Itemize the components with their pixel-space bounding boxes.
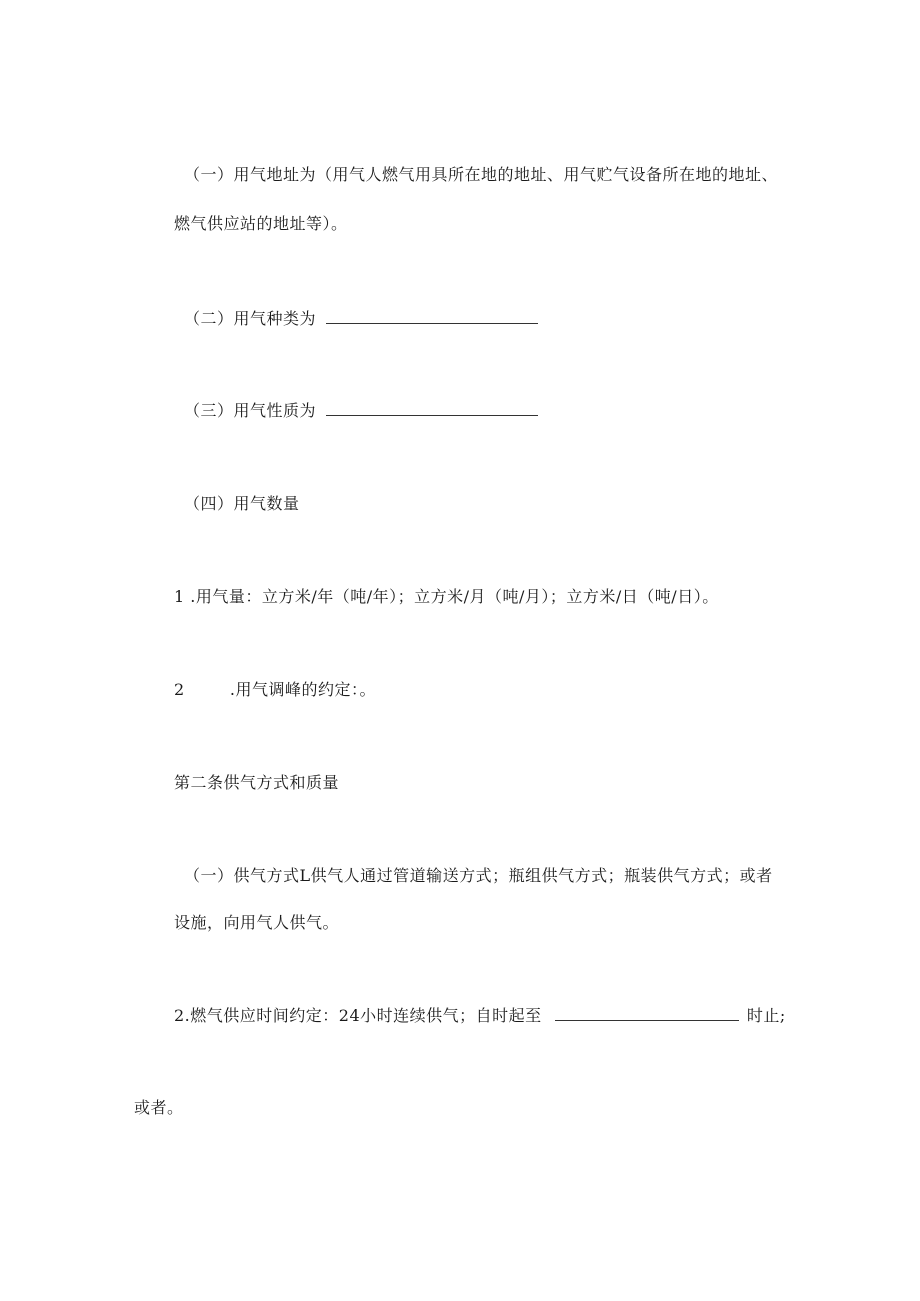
paragraph-supply-method-line1: （一）供气方式L供气人通过管道输送方式；瓶组供气方式；瓶装供气方式；或者 xyxy=(184,866,773,885)
supply-time-suffix: 时止; xyxy=(746,1006,786,1025)
gas-type-label: （二）用气种类为 xyxy=(184,309,317,328)
paragraph-gas-type xyxy=(184,309,538,329)
paragraph-supply-time xyxy=(174,1006,786,1026)
paragraph-or: 或者。 xyxy=(134,1098,184,1117)
gas-type-blank-line xyxy=(326,309,538,324)
paragraph-peak-shaving xyxy=(174,680,376,700)
paragraph-gas-address-line1: （一）用气地址为（用气人燃气用具所在地的地址、用气贮气设备所在地的地址、 xyxy=(184,165,779,184)
peak-shaving-number: 2 xyxy=(174,680,185,699)
paragraph-gas-address-line2: 燃气供应站的地址等）。 xyxy=(174,214,348,233)
gas-nature-blank-line xyxy=(326,401,538,416)
supply-time-prefix: 2.燃气供应时间约定：24小时连续供气；自时起至 xyxy=(174,1006,542,1025)
supply-time-blank-line xyxy=(555,1006,739,1021)
article-2-heading: 第二条供气方式和质量 xyxy=(174,773,340,792)
heading-gas-quantity: （四）用气数量 xyxy=(184,494,300,513)
paragraph-gas-nature xyxy=(184,401,538,421)
paragraph-gas-volume: 1 .用气量：立方米/年（吨/年）；立方米/月（吨/月）；立方米/日（吨/日）。 xyxy=(174,587,719,606)
gas-nature-label: （三）用气性质为 xyxy=(184,401,317,420)
paragraph-supply-method-line2: 设施，向用气人供气。 xyxy=(174,913,340,932)
peak-shaving-text: .用气调峰的约定：。 xyxy=(229,680,376,699)
